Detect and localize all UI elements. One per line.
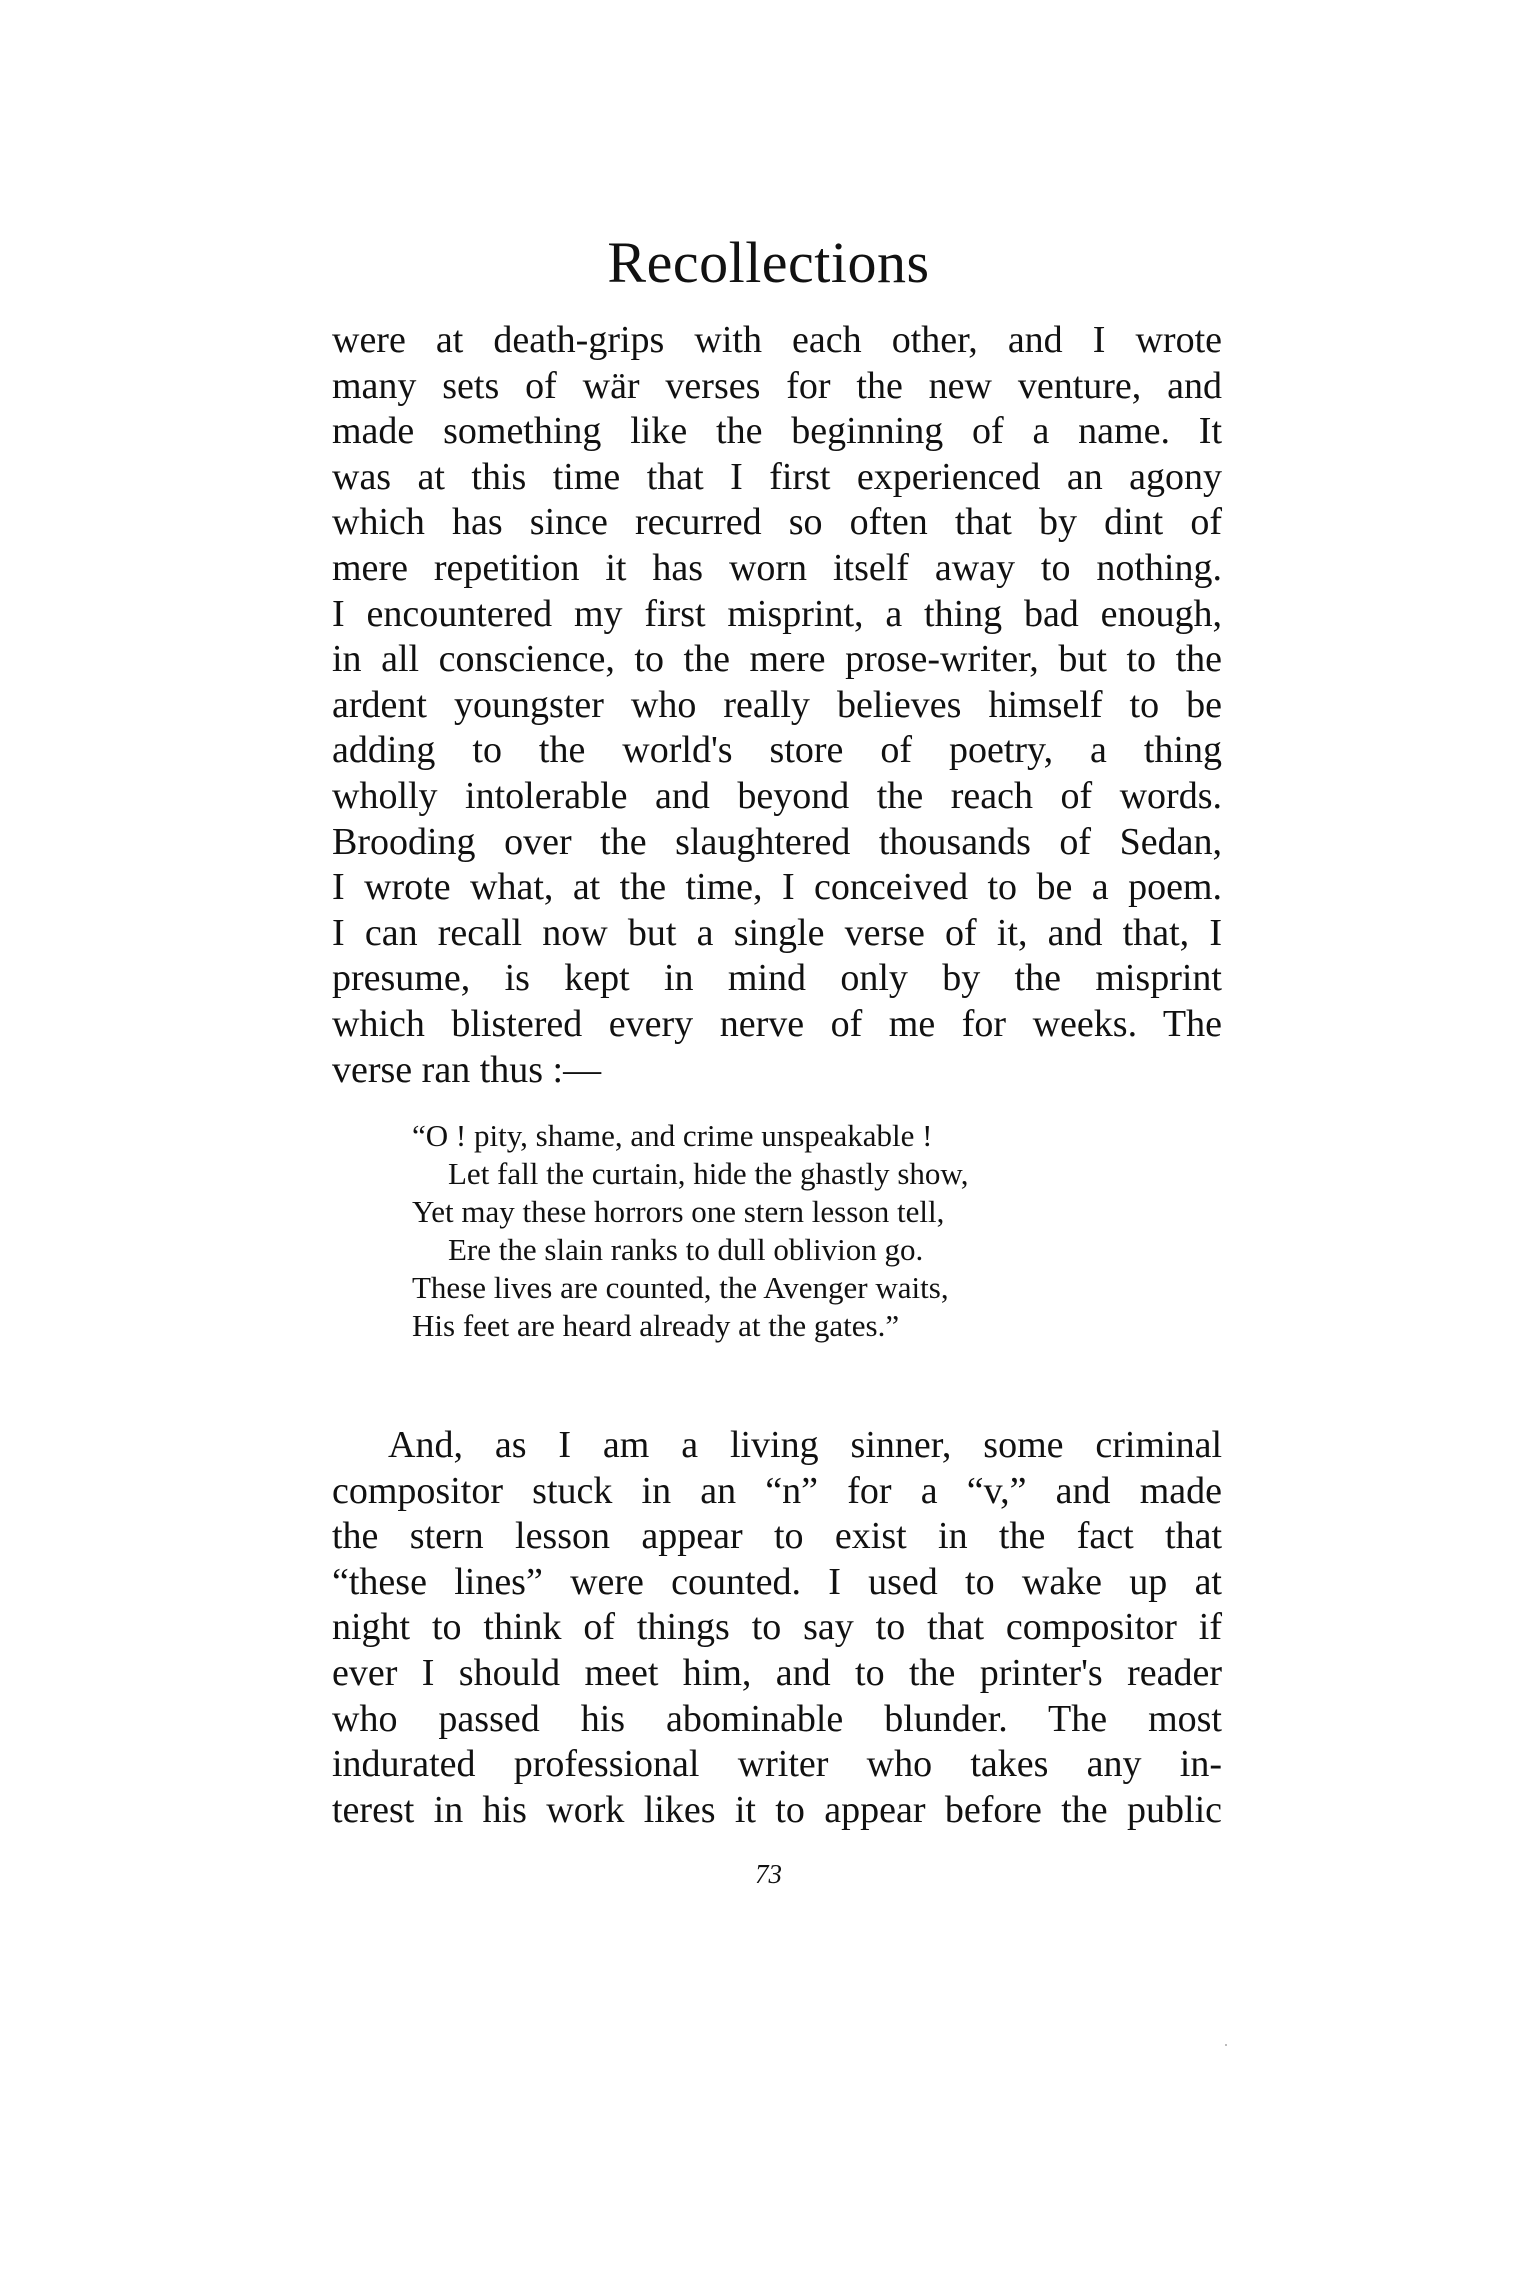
text-line: made something like the beginning of a name. It bbox=[332, 410, 1222, 453]
text-line: who passed his abominable blunder. The most bbox=[332, 1697, 1222, 1740]
text-line: many sets of wär verses for the new venture, and bbox=[332, 364, 1222, 407]
verse-line: Yet may these horrors one stern lesson tell, bbox=[412, 1194, 945, 1229]
verse-line: Let fall the curtain, hide the ghastly show, bbox=[448, 1156, 969, 1191]
verse-line: These lives are counted, the Avenger waits, bbox=[412, 1270, 949, 1305]
text-line: the stern lesson appear to exist in the fact that bbox=[332, 1515, 1222, 1558]
text-line: mere repetition it has worn itself away to nothing. bbox=[332, 546, 1222, 589]
text-line: ardent youngster who really believes himself to be bbox=[332, 683, 1222, 726]
text-line: which blistered every nerve of me for weeks. The bbox=[332, 1002, 1222, 1045]
text-line: I can recall now but a single verse of it, and that, I bbox=[332, 911, 1222, 954]
text-line: adding to the world's store of poetry, a thing bbox=[332, 729, 1222, 772]
text-line: indurated professional writer who takes any in- bbox=[332, 1743, 1222, 1786]
text-line: were at death-grips with each other, and I wrote bbox=[332, 319, 1222, 361]
scan-speck bbox=[1225, 2044, 1227, 2046]
text-line: verse ran thus :— bbox=[332, 1048, 602, 1091]
text-line: presume, is kept in mind only by the misprint bbox=[332, 957, 1222, 1000]
text-line: Brooding over the slaughtered thousands of Sedan, bbox=[332, 820, 1222, 863]
body-paragraph-2 bbox=[332, 1423, 1222, 1833]
text-line: which has since recurred so often that by dint of bbox=[332, 501, 1222, 544]
text-line: I encountered my first misprint, a thing bad enough, bbox=[332, 592, 1222, 635]
text-line: I wrote what, at the time, I conceived to be a poem. bbox=[332, 866, 1222, 909]
verse-line: His feet are heard already at the gates.” bbox=[412, 1308, 900, 1343]
body-paragraph-1 bbox=[332, 318, 1222, 1093]
text-line: And, as I am a living sinner, some criminal bbox=[388, 1424, 1222, 1466]
text-line: was at this time that I first experienced an agony bbox=[332, 455, 1222, 498]
text-line: in all conscience, to the mere prose-writer, but to the bbox=[332, 638, 1222, 681]
text-line: terest in his work likes it to appear before the public bbox=[332, 1788, 1222, 1831]
verse-line: Ere the slain ranks to dull oblivion go. bbox=[448, 1232, 924, 1267]
verse-block bbox=[412, 1117, 1172, 1345]
page-number: 73 bbox=[755, 1859, 782, 1889]
text-line: “these lines” were counted. I used to wake up at bbox=[332, 1560, 1222, 1603]
text-line: ever I should meet him, and to the printer's reader bbox=[332, 1651, 1222, 1694]
text-line: night to think of things to say to that compositor if bbox=[332, 1606, 1222, 1649]
verse-line: “O ! pity, shame, and crime unspeakable ! bbox=[412, 1118, 933, 1153]
text-line: wholly intolerable and beyond the reach of words. bbox=[332, 774, 1222, 817]
page-title: Recollections bbox=[607, 230, 930, 295]
text-line: compositor stuck in an “n” for a “v,” and made bbox=[332, 1469, 1222, 1512]
